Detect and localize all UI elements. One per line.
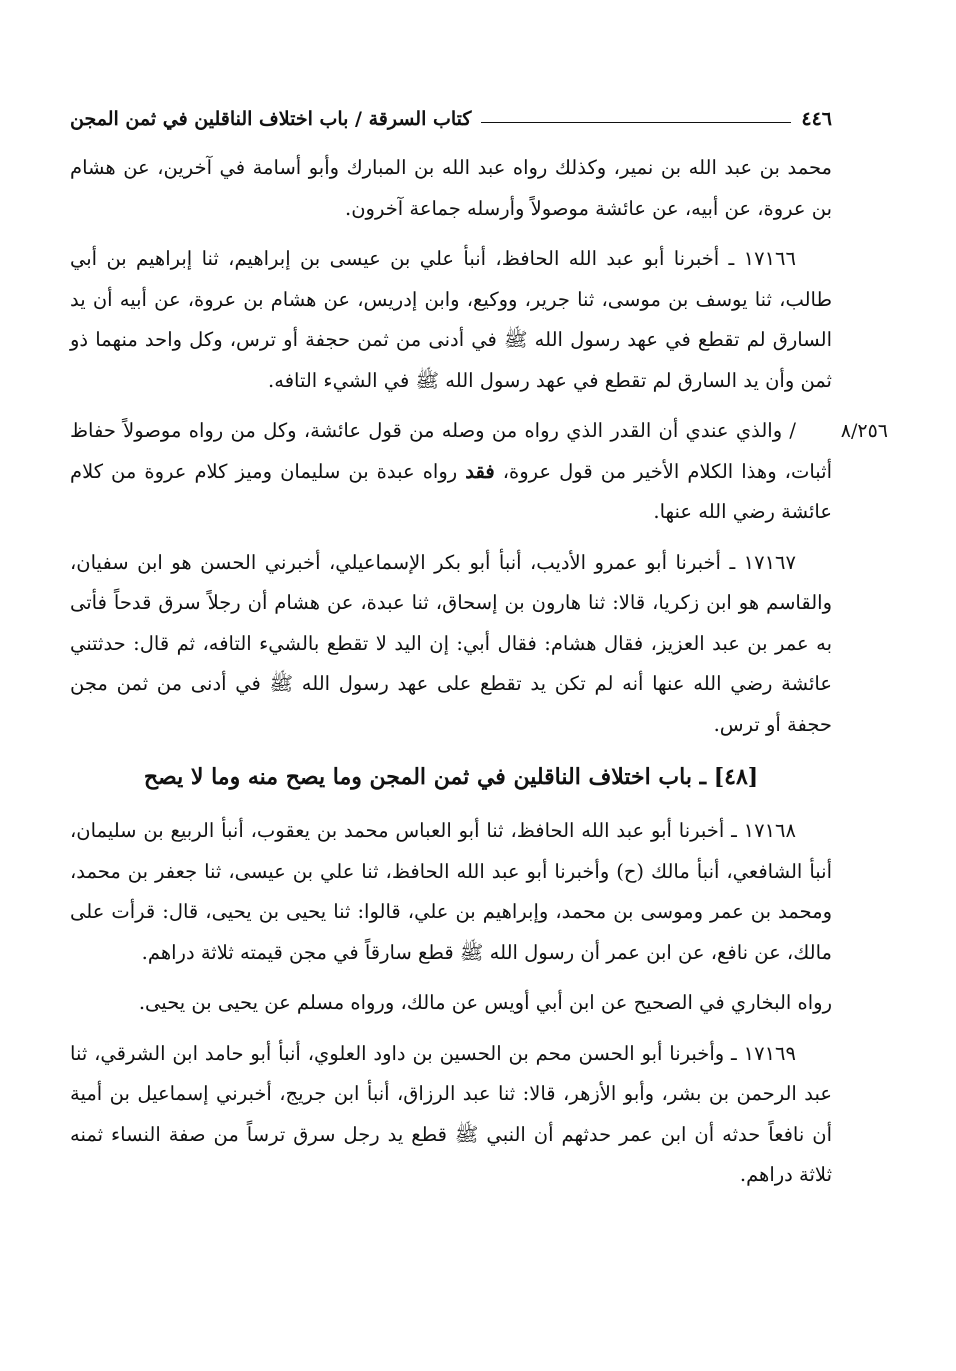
page-number: ٤٤٦: [801, 108, 832, 130]
commentary-text-start: / والذي عندي أن القدر الذي رواه من وصله من قول عائشة، وكل من رواه موصولاً حفاظ أثبات، وهذا الكلام الأخير من قول عروة،: [70, 419, 832, 483]
hadith-17166: ١٧١٦٦ ـ أخبرنا أبو عبد الله الحافظ، أنبأ علي بن عيسى بن إبراهيم، ثنا إبراهيم بن أبي طالب، ثنا يوسف بن موسى، ثنا جرير، ووكيع، وابن إدريس، عن هشام بن عروة، عن أبيه أن يد السارق لم تقطع في عهد رسول الله ﷺ في أدنى من ثمن حجفة أو ترس، وكل واحد منهما ذو ثمن وأن يد السارق لم تقطع في عهد رسول الله ﷺ في الشيء التافه.: [70, 247, 832, 392]
running-header: [70, 96, 832, 130]
margin-volume-page-note: ٨/٢٥٦: [840, 420, 888, 442]
hadith-17169: ١٧١٦٩ ـ وأخبرنا أبو الحسن محم بن الحسين بن داود العلوي، أنبأ أبو حامد ابن الشرقي، ثنا عبد الرحمن بن بشر، وأبو الأزهر، قالا: ثنا عبد الرزاق، أنبأ ابن جريج، أخبرني إسماعيل بن أمية أن نافعاً حدثه أن ابن عمر حدثهم أن النبي ﷺ قطع يد رجل سرق ترساً من صفة النساء ثمنه ثلاثة دراهم.: [70, 1041, 832, 1186]
hadith-17168: ١٧١٦٨ ـ أخبرنا أبو عبد الله الحافظ، ثنا أبو العباس محمد بن يعقوب، أنبأ الربيع بن سليمان، أنبأ الشافعي، أنبأ مالك (ح) وأخبرنا أبو عبد الله الحافظ، ثنا علي بن عيسى، ثنا جعفر بن محمد، ومحمد بن عمر وموسى بن محمد، وإبراهيم بن علي، قالوا: ثنا يحيى بن يحيى، قال: قرأت على مالك، عن نافع، عن ابن عمر أن رسول الله ﷺ قطع سارقاً في مجن قيمته ثلاثة دراهم.: [70, 819, 832, 964]
paragraph-continuation: محمد بن عبد الله بن نمير، وكذلك رواه عبد الله بن المبارك وأبو أسامة في آخرين، عن هشام بن عروة، عن أبيه، عن عائشة موصولاً وأرسله جماعة آخرون.: [70, 156, 832, 220]
paragraph-commentary: [70, 411, 888, 533]
chapter-heading: [٤٨] ـ باب اختلاف الناقلين في ثمن المجن وما يصح منه وما لا يصح: [143, 764, 759, 790]
page-body: [70, 148, 888, 1206]
running-title: كتاب السرقة / باب اختلاف الناقلين في ثمن المجن: [70, 108, 472, 130]
hadith-17167: ١٧١٦٧ ـ أخبرنا أبو عمرو الأديب، أنبأ أبو بكر الإسماعيلي، أخبرني الحسن هو ابن سفيان، والقاسم هو ابن زكريا، قالا: ثنا هارون بن إسحاق، ثنا عبدة، عن هشام أن رجلاً سرق قدحاً فأتى به عمر بن عبد العزيز، فقال هشام: فقال أبي: إن اليد لا تقطع بالشيء التافه، ثم قال: حدثتني عائشة رضي الله عنها أنه لم تكن يد تقطع على عهد رسول الله ﷺ في أدنى من ثمن مجن حجفة أو ترس.: [70, 550, 832, 736]
paragraph-bukhari-note: رواه البخاري في الصحيح عن ابن أبي أويس عن مالك، ورواه مسلم عن يحيى بن يحيى.: [138, 991, 832, 1014]
commentary-bold-word: فقد: [465, 459, 495, 483]
commentary-text-end: رواه عبدة بن سليمان وميز كلام عروة من كلام عائشة رضي الله عنها.: [70, 459, 832, 523]
header-rule: [481, 122, 791, 123]
